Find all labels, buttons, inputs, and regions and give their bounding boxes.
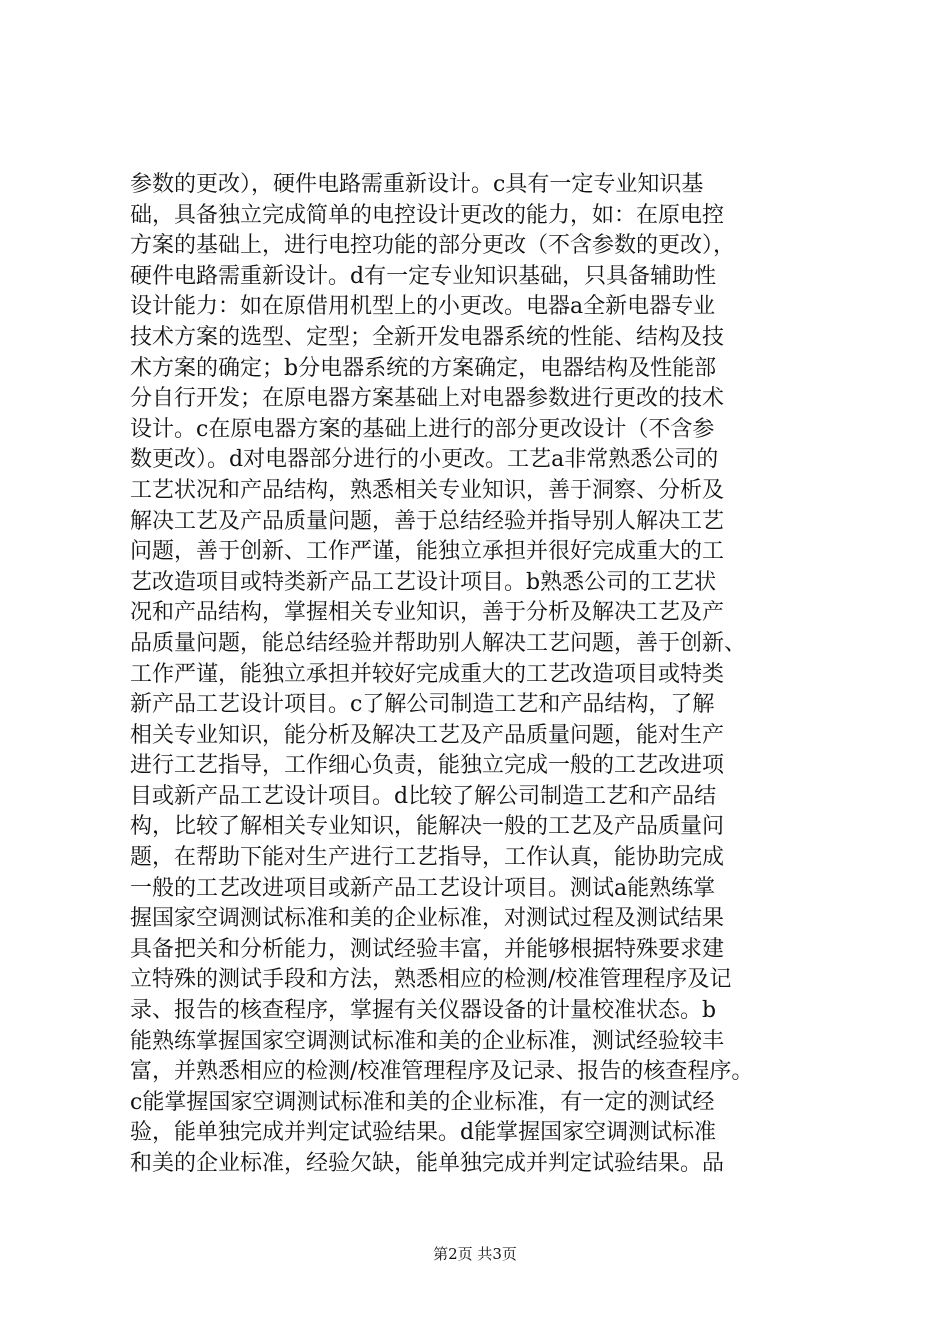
body-line: 能熟练掌握国家空调测试标准和美的企业标准，测试经验较丰 (130, 1028, 725, 1054)
body-line: 品质量问题，能总结经验并帮助别人解决工艺问题，善于创新、 (130, 630, 747, 656)
body-line: 问题，善于创新、工作严谨，能独立承担并很好完成重大的工 (130, 539, 725, 565)
body-line: 方案的基础上，进行电控功能的部分更改（不含参数的更改）， (130, 233, 736, 259)
body-line: 础，具备独立完成简单的电控设计更改的能力，如：在原电控 (130, 202, 725, 228)
body-line: 工作严谨，能独立承担并较好完成重大的工艺改造项目或特类 (130, 661, 725, 687)
body-line: 具备把关和分析能力，测试经验丰富，并能够根据特殊要求建 (130, 936, 725, 962)
body-line: 验，能单独完成并判定试验结果。d能掌握国家空调测试标准 (130, 1120, 717, 1146)
body-line: 分自行开发；在原电器方案基础上对电器参数进行更改的技术 (130, 386, 725, 412)
body-line: 设计能力：如在原借用机型上的小更改。电器a全新电器专业 (130, 294, 716, 320)
body-line: 艺改造项目或特类新产品工艺设计项目。b熟悉公司的工艺状 (130, 569, 717, 595)
body-line: 况和产品结构，掌握相关专业知识，善于分析及解决工艺及产 (130, 600, 725, 626)
body-line: 设计。c在原电器方案的基础上进行的部分更改设计（不含参 (130, 416, 715, 442)
body-line: 术方案的确定；b分电器系统的方案确定，电器结构及性能部 (130, 355, 717, 381)
body-line: 解决工艺及产品质量问题，善于总结经验并指导别人解决工艺 (130, 508, 725, 534)
body-line: 和美的企业标准，经验欠缺，能单独完成并判定试验结果。品 (130, 1151, 725, 1176)
body-line: 硬件电路需重新设计。d有一定专业知识基础，只具备辅助性 (130, 263, 717, 289)
body-line: 数更改）。d对电器部分进行的小更改。工艺a非常熟悉公司的 (130, 447, 719, 473)
body-line: 相关专业知识，能分析及解决工艺及产品质量问题，能对生产 (130, 722, 725, 748)
page-footer: 第2页 共3页 (433, 1245, 517, 1263)
body-line: 工艺状况和产品结构，熟悉相关专业知识，善于洞察、分析及 (130, 477, 725, 503)
body-line: 新产品工艺设计项目。c了解公司制造工艺和产品结构，了解 (130, 692, 715, 718)
body-line: 目或新产品工艺设计项目。d比较了解公司制造工艺和产品结 (130, 783, 717, 809)
body-line: 参数的更改），硬件电路需重新设计。c具有一定专业知识基 (130, 172, 704, 197)
body-line: 录、报告的核查程序，掌握有关仪器设备的计量校准状态。b (130, 998, 717, 1024)
body-line: 富，并熟悉相应的检测/校准管理程序及记录、报告的核查程序。 (130, 1059, 754, 1085)
body-line: c能掌握国家空调测试标准和美的企业标准，有一定的测试经 (130, 1089, 715, 1115)
body-line: 题，在帮助下能对生产进行工艺指导，工作认真，能协助完成 (130, 845, 725, 871)
body-line: 构，比较了解相关专业知识，能解决一般的工艺及产品质量问 (130, 814, 725, 840)
body-line: 一般的工艺改进项目或新产品工艺设计项目。测试a能熟练掌 (130, 875, 716, 901)
body-line: 技术方案的选型、定型；全新开发电器系统的性能、结构及技 (130, 324, 725, 350)
body-text (130, 170, 830, 1180)
body-line: 进行工艺指导，工作细心负责，能独立完成一般的工艺改进项 (130, 753, 725, 779)
body-line: 立特殊的测试手段和方法，熟悉相应的检测/校准管理程序及记 (130, 967, 732, 993)
body-line: 握国家空调测试标准和美的企业标准，对测试过程及测试结果 (130, 906, 725, 932)
